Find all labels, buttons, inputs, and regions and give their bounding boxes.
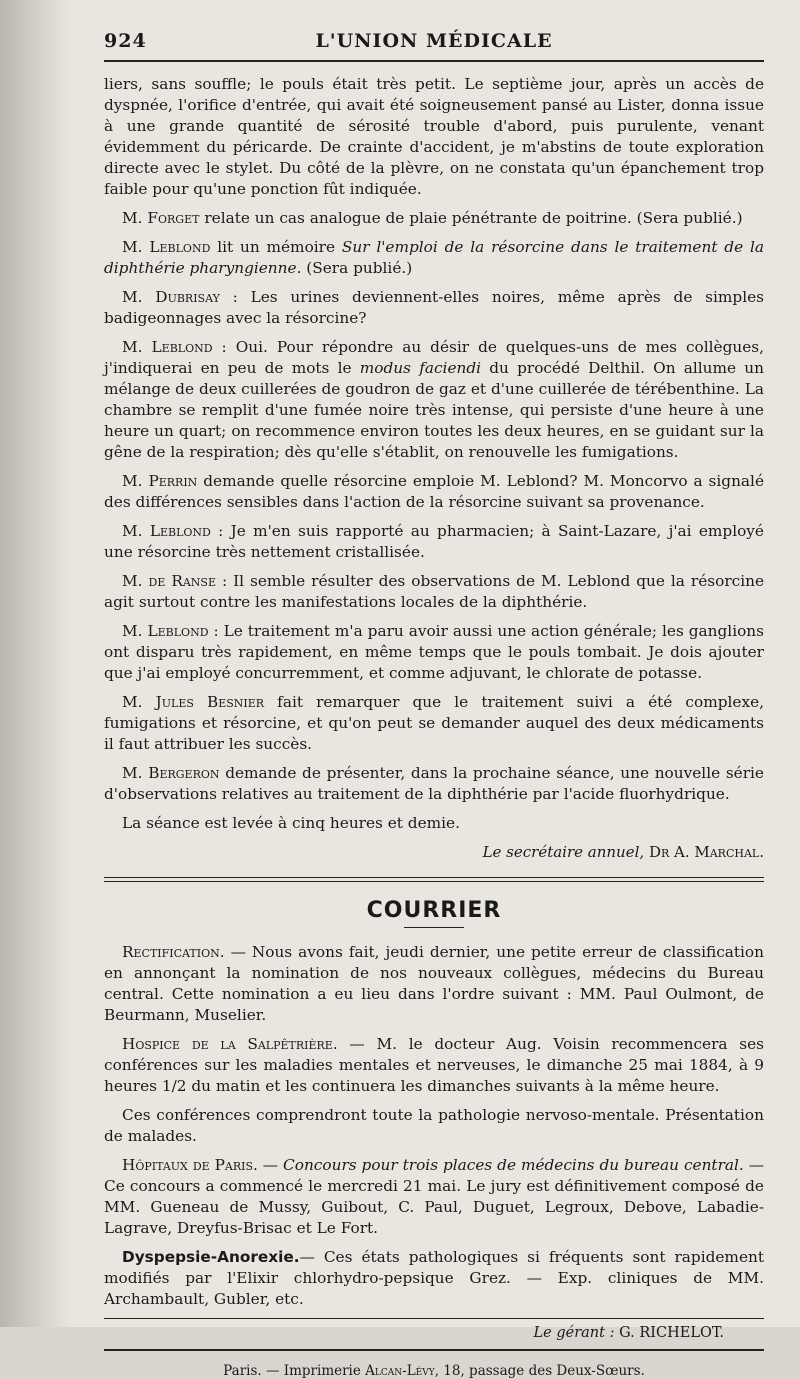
section-divider: [104, 877, 764, 882]
footer-rule: [104, 1318, 764, 1319]
minutes-paragraph: M. Dubrisay : Les urines deviennent-elles noires, même après de simples badigeonnages avec la résorcine?: [104, 288, 764, 327]
speaker: M. Perrin: [122, 472, 198, 490]
speaker: M. Bergeron: [122, 764, 220, 782]
minutes-paragraph: M. de Ranse : Il semble résulter des observations de M. Leblond que la résorcine agit surtout contre les manifestations locales de la diphthérie.: [104, 572, 764, 611]
speaker: M. Leblond :: [122, 622, 219, 640]
printer-imprint: Paris. — Imprimerie Alcan-Lévy, 18, passage des Deux-Sœurs.: [223, 1363, 645, 1379]
courrier-heading: COURRIER: [366, 898, 502, 923]
minutes-paragraph: M. Jules Besnier fait remarquer que le traitement suivi a été complexe, fumigations et résorcine, et qu'on peut se demander auquel des deux médicaments il faut attribuer les succès.: [104, 693, 764, 753]
ad-title: Dyspepsie-Anorexie.: [122, 1248, 300, 1266]
minutes-paragraph: M. Leblond : Oui. Pour répondre au désir de quelques-uns de mes collègues, j'indiquerai en peu de mots le modus faciendi du procédé Delthil. On allume un mélange de deux cuillerées de goudron de gaz et d'une cuillerée de térébenthine. La chambre se remplit d'une fumée noire très intense, qui persiste d'une heure à une heure un quart; on recommence environ toutes les deux heures, en se guidant sur la gêne de la respiration; dès qu'elle s'établit, on renouvelle les fumigations.: [104, 338, 764, 461]
news-title: Hospice de la Salpêtrière.: [122, 1035, 338, 1053]
minutes-paragraph: M. Forget relate un cas analogue de plaie pénétrante de poitrine. (Sera publié.): [122, 209, 743, 227]
gerant-signature: Le gérant : G. RICHELOT.: [533, 1325, 724, 1341]
secretary-signature: Le secrétaire annuel, Dr A. Marchal.: [482, 843, 764, 861]
page-header: [104, 30, 764, 52]
session-minutes: [104, 74, 764, 863]
news-item: Ces conférences comprendront toute la pathologie nervoso-mentale. Présentation de malades.: [104, 1106, 764, 1145]
news-title: Hôpitaux de Paris.: [122, 1156, 258, 1174]
news-title: Rectification.: [122, 943, 225, 961]
speaker: M. Leblond :: [122, 338, 227, 356]
running-title: L'UNION MÉDICALE: [315, 30, 553, 52]
minutes-paragraph: M. Leblond : Je m'en suis rapporté au pharmacien; à Saint-Lazare, j'ai employé une résorcine très nettement cristallisée.: [104, 522, 764, 561]
speaker: M. Leblond :: [122, 522, 224, 540]
speaker: M. Jules Besnier: [122, 693, 265, 711]
news-item: Hospice de la Salpêtrière. — M. le docteur Aug. Voisin recommencera ses conférences sur les maladies mentales et nerveuses, le dimanche 25 mai 1884, à 9 heures 1/2 du matin et les continuera les dimanches suivants à la même heure.: [104, 1035, 764, 1095]
news-item: Rectification. — Nous avons fait, jeudi dernier, une petite erreur de classification en annonçant la nomination de nos nouveaux collègues, médecins du Bureau central. Cette nomination a eu lieu dans l'ordre suivant : MM. Paul Oulmont, de Beurmann, Muselier.: [104, 943, 764, 1024]
minutes-paragraph: M. Leblond lit un mémoire Sur l'emploi de la résorcine dans le traitement de la diphthérie pharyngienne. (Sera publié.): [104, 238, 764, 277]
speaker: M. Forget: [122, 209, 200, 227]
minutes-paragraph: liers, sans souffle; le pouls était très petit. Le septième jour, après un accès de dyspnée, l'orifice d'entrée, qui avait été soigneusement pansé au Lister, donna issue à une grande quantité de sérosité trouble d'abord, puis purulente, venant évidemment du péricarde. De crainte d'accident, je m'abstins de toute exploration directe avec le stylet. Du côté de la plèvre, on ne constata qu'un épanchement trop faible pour qu'une ponction fût indiquée.: [104, 75, 764, 198]
heading-underline: [404, 927, 464, 928]
header-rule: [104, 60, 764, 62]
speaker: M. de Ranse :: [122, 572, 228, 590]
minutes-paragraph: M. Bergeron demande de présenter, dans la prochaine séance, une nouvelle série d'observations relatives au traitement de la diphthérie par l'acide fluorhydrique.: [104, 764, 764, 803]
minutes-paragraph: M. Perrin demande quelle résorcine emploie M. Leblond? M. Moncorvo a signalé des différences sensibles dans l'action de la résorcine suivant sa provenance.: [104, 472, 764, 511]
advertisement: Dyspepsie-Anorexie.— Ces états pathologiques si fréquents sont rapidement modifiés par l'Elixir chlorhydro-pepsique Grez. — Exp. cliniques de MM. Archambault, Gubler, etc.: [104, 1248, 764, 1308]
minutes-paragraph: M. Leblond : Le traitement m'a paru avoir aussi une action générale; les ganglions ont disparu très rapidement, en même temps que le pouls tombait. Je dois ajouter que j'ai employé concurremment, et comme adjuvant, le chlorate de potasse.: [104, 622, 764, 682]
speaker: M. Dubrisay :: [122, 288, 238, 306]
page-number: 924: [104, 30, 147, 52]
news-item: Hôpitaux de Paris. — Concours pour trois places de médecins du bureau central. — Ce concours a commencé le mercredi 21 mai. Le jury est définitivement composé de MM. Gueneau de Mussy, Guibout, C. Paul, Duguet, Legroux, Debove, Labadie-Lagrave, Dreyfus-Brisac et Le Fort.: [104, 1156, 764, 1237]
footer-rule: [104, 1349, 764, 1351]
courrier-section: [104, 942, 764, 1310]
binding-shadow: [0, 0, 70, 1327]
minutes-paragraph: La séance est levée à cinq heures et demie.: [122, 814, 460, 832]
speaker: M. Leblond: [122, 238, 211, 256]
